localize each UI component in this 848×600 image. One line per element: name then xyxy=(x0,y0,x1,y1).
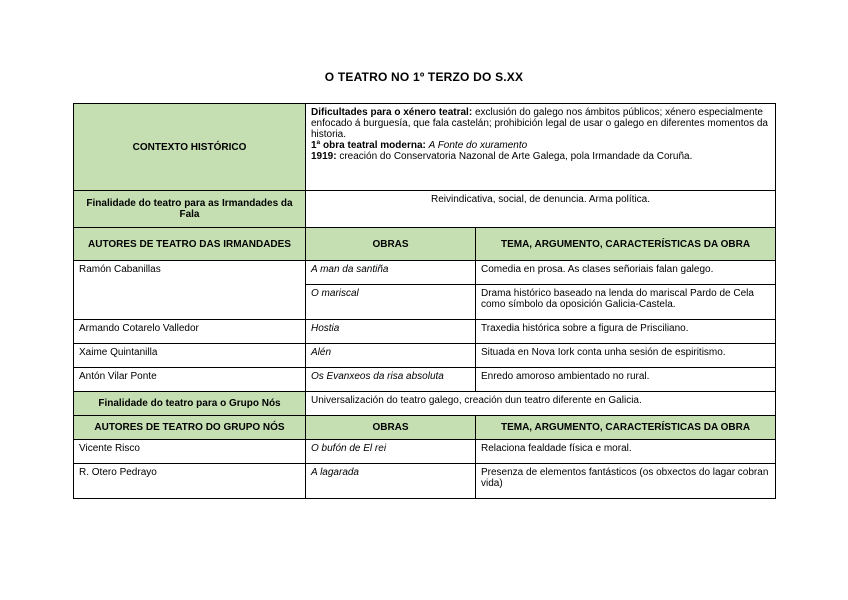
table-row xyxy=(74,464,776,499)
work-cell: A lagarada xyxy=(306,464,476,499)
author-cell: R. Otero Pedrayo xyxy=(74,464,306,499)
nos-finalidade-label: Finalidade do teatro para o Grupo Nós xyxy=(74,392,306,416)
ano-1919-label: 1919: xyxy=(311,151,337,162)
table-row xyxy=(74,440,776,464)
work-cell: Alén xyxy=(306,344,476,368)
work-cell: O mariscal xyxy=(306,285,476,320)
theatre-table xyxy=(73,103,776,499)
dificultades-text: exclusión do galego nos ámbitos públicos; xénero especialmente enfocado á burguesía, que fala castelán; prohibición legal de usar o galego en diferentes momentos da historia. xyxy=(311,107,768,140)
irmandades-finalidade-row xyxy=(74,191,776,228)
theme-cell: Traxedia histórica sobre a figura de Prisciliano. xyxy=(476,320,776,344)
page-title: O TEATRO NO 1º TERZO DO S.XX xyxy=(324,70,524,84)
contexto-content xyxy=(306,104,776,191)
contexto-label: CONTEXTO HISTÓRICO xyxy=(74,104,306,191)
author-cell: Ramón Cabanillas xyxy=(74,261,306,320)
header-obras: OBRAS xyxy=(306,416,476,440)
primeira-obra-label: 1ª obra teatral moderna: xyxy=(311,140,426,151)
theme-cell: Drama histórico baseado na lenda do mariscal Pardo de Cela como símbolo da oposición Galicia-Castela. xyxy=(476,285,776,320)
author-cell: Antón Vilar Ponte xyxy=(74,368,306,392)
header-autores: AUTORES DE TEATRO DAS IRMANDADES xyxy=(74,228,306,261)
primeira-obra-title: A Fonte do xuramento xyxy=(428,140,528,151)
irmandades-header-row xyxy=(74,228,776,261)
work-cell: Os Evanxeos da risa absoluta xyxy=(306,368,476,392)
theme-cell: Enredo amoroso ambientado no rural. xyxy=(476,368,776,392)
author-cell: Armando Cotarelo Valledor xyxy=(74,320,306,344)
theme-cell: Comedia en prosa. As clases señoriais falan galego. xyxy=(476,261,776,285)
nos-finalidade-value: Universalización do teatro galego, creación dun teatro diferente en Galicia. xyxy=(306,392,776,416)
work-cell: O bufón de El rei xyxy=(306,440,476,464)
table-row xyxy=(74,368,776,392)
header-tema: TEMA, ARGUMENTO, CARACTERÍSTICAS DA OBRA xyxy=(476,228,776,261)
theme-cell: Situada en Nova Iork conta unha sesión de espiritismo. xyxy=(476,344,776,368)
author-cell: Vicente Risco xyxy=(74,440,306,464)
header-autores: AUTORES DE TEATRO DO GRUPO NÓS xyxy=(74,416,306,440)
header-obras: OBRAS xyxy=(306,228,476,261)
header-tema: TEMA, ARGUMENTO, CARACTERÍSTICAS DA OBRA xyxy=(476,416,776,440)
table-row xyxy=(74,344,776,368)
irmandades-finalidade-label: Finalidade do teatro para as Irmandades da Fala xyxy=(74,191,306,228)
author-cell: Xaime Quintanilla xyxy=(74,344,306,368)
nos-header-row xyxy=(74,416,776,440)
contexto-row xyxy=(74,104,776,191)
table-row xyxy=(74,261,776,285)
dificultades-label: Dificultades para o xénero teatral: xyxy=(311,107,473,118)
ano-1919-text: creación do Conservatoria Nazonal de Arte Galega, pola Irmandade da Coruña. xyxy=(336,151,693,162)
irmandades-finalidade-value: Reivindicativa, social, de denuncia. Arma política. xyxy=(306,191,776,228)
work-cell: Hostia xyxy=(306,320,476,344)
work-cell: A man da santiña xyxy=(306,261,476,285)
nos-finalidade-row xyxy=(74,392,776,416)
theme-cell: Relaciona fealdade física e moral. xyxy=(476,440,776,464)
theme-cell: Presenza de elementos fantásticos (os obxectos do lagar cobran vida) xyxy=(476,464,776,499)
table-row xyxy=(74,320,776,344)
